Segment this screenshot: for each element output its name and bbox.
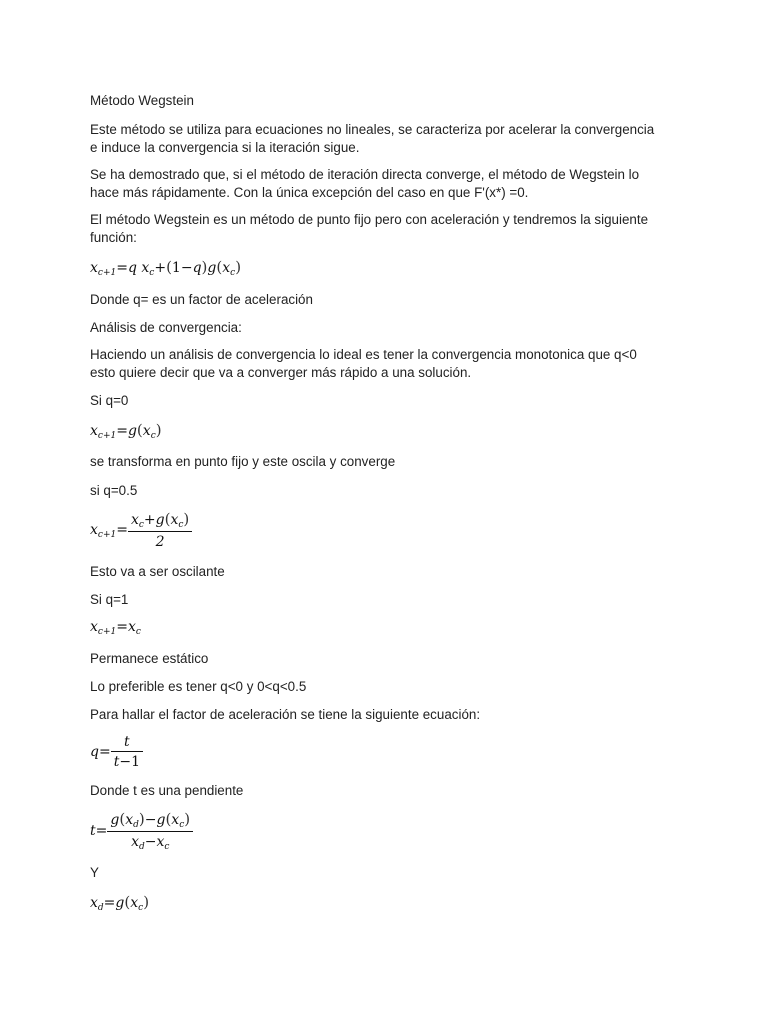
paragraph-demonstrated-line-1: Se ha demostrado que, si el método de iteración directa converge, el método de Wegstein lo [90, 167, 640, 182]
fraction-q-half: $\frac{x_c+g(x_c)}{2}$ [128, 510, 192, 550]
paragraph-demonstrated-line-2: hace más rápidamente. Con la única excepción del caso en que F'(x*) =0. [90, 185, 529, 200]
paragraph-method-line-2: función: [90, 230, 137, 245]
case-q-zero: Si q=0 [90, 393, 129, 408]
fraction-slope: $\frac{g(x_d)-g(x_c)}{x_d-x_c}$ [107, 810, 193, 852]
section-heading-convergence: Análisis de convergencia: [90, 320, 242, 335]
paragraph-preferable: Lo preferible es tener q<0 y 0<q<0.5 [90, 679, 307, 694]
equation-q-from-t: q= $\frac{t}{t-1}$ [90, 734, 143, 770]
paragraph-fixed-point: se transforma en punto fijo y este oscila y converge [90, 454, 396, 469]
equation-slope: t= $\frac{g(x_d)-g(x_c)}{x_d-x_c}$ [90, 810, 193, 852]
paragraph-slope: Donde t es una pendiente [90, 783, 244, 798]
equation-q-zero: $x_{c+1}=g(x_c)$ [90, 421, 162, 441]
equation-xd: $x_d=g(x_c)$ [90, 893, 150, 913]
equation-q-half: $x_{c+1}=$ $\frac{x_c+g(x_c)}{2}$ [90, 510, 192, 550]
paragraph-oscillating: Esto va a ser oscilante [90, 564, 225, 579]
case-q-one: Si q=1 [90, 592, 129, 607]
equation-q-one: $x_{c+1}=x_c$ [90, 619, 141, 637]
paragraph-method-line-1: El método Wegstein es un método de punto fijo pero con aceleración y tendremos la siguiente [90, 212, 649, 227]
paragraph-find-factor: Para hallar el factor de aceleración se tiene la siguiente ecuación: [90, 707, 481, 722]
document-title: Método Wegstein [90, 93, 194, 108]
paragraph-intro-line-1: Este método se utiliza para ecuaciones no lineales, se caracteriza por acelerar la convergencia [90, 122, 655, 137]
paragraph-analysis-line-1: Haciendo un análisis de convergencia lo ideal es tener la convergencia monotonica que q<0 [90, 347, 637, 362]
paragraph-analysis-line-2: esto quiere decir que va a converger más rápido a una solución. [90, 365, 472, 380]
fraction-q-from-t: $\frac{t}{t-1}$ [111, 734, 143, 770]
equation-wegstein: $x_{c+1}=q$ $x_c+(1-q)g(x_c)$ [90, 258, 242, 278]
paragraph-acceleration-factor: Donde q= es un factor de aceleración [90, 292, 313, 307]
paragraph-static: Permanece estático [90, 651, 209, 666]
paragraph-y: Y [90, 865, 99, 880]
paragraph-intro-line-2: e induce la convergencia si la iteración sigue. [90, 140, 360, 155]
case-q-half: si q=0.5 [90, 483, 138, 498]
